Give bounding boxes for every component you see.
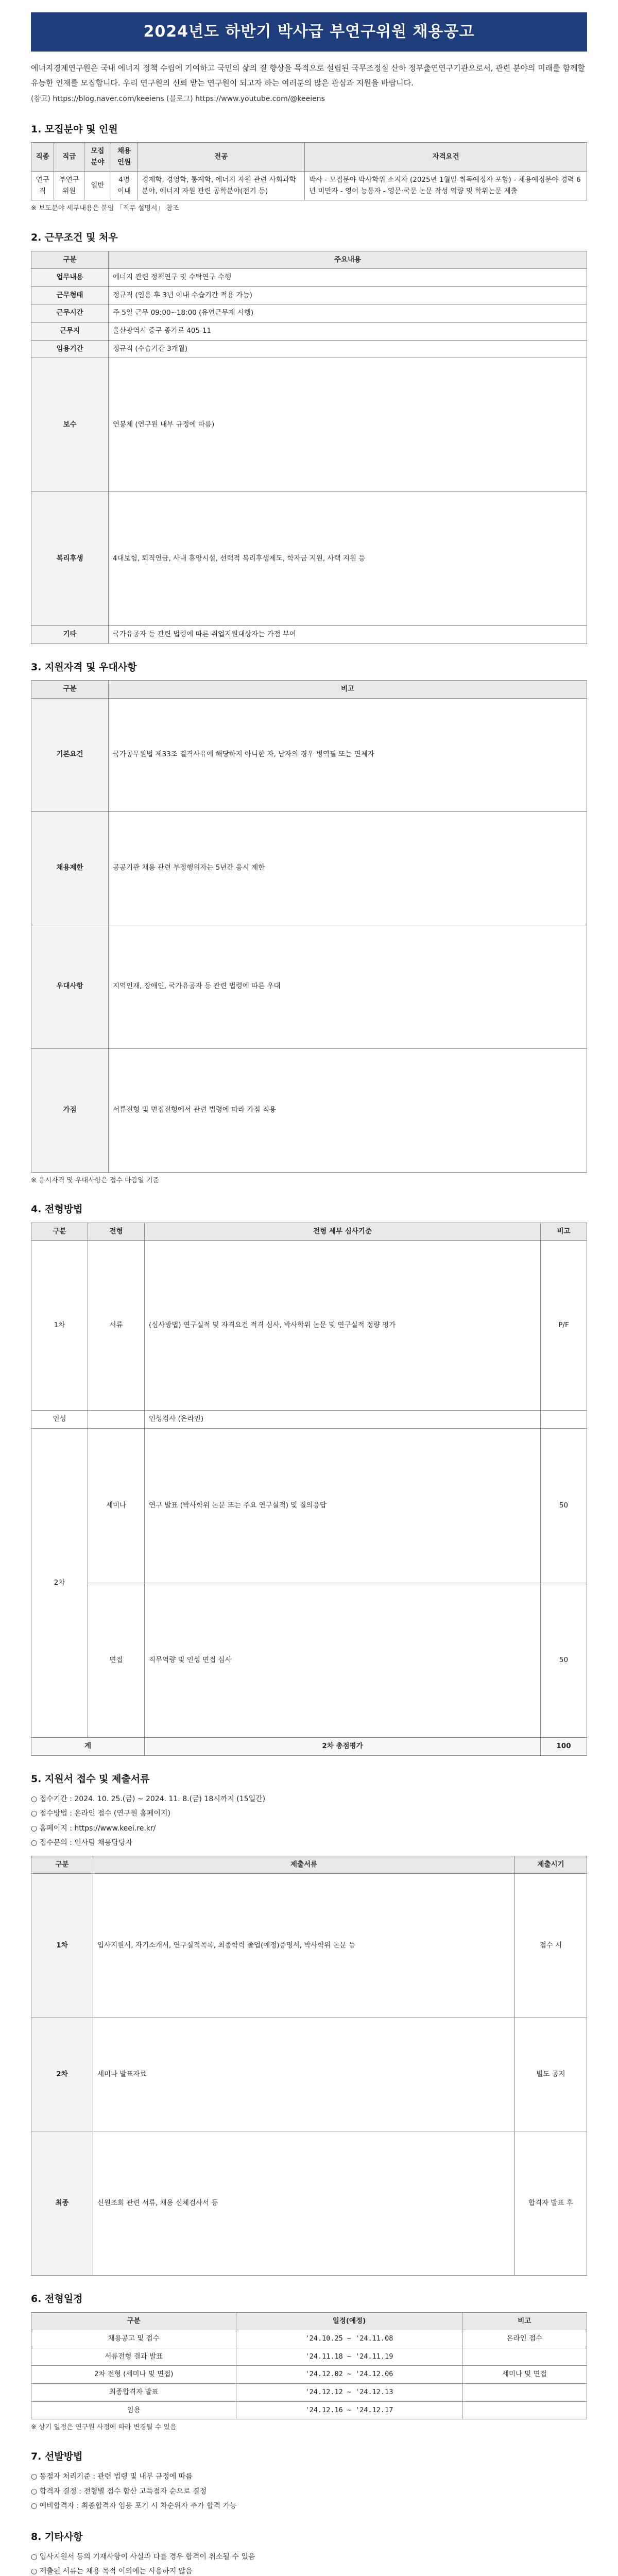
schedule-item: 채용공고 및 접수 bbox=[31, 2330, 236, 2348]
table-row bbox=[31, 269, 587, 287]
schedule-date: '24.11.18 ~ '24.11.19 bbox=[236, 2348, 462, 2366]
row-label: 기타 bbox=[31, 626, 109, 644]
stage-note bbox=[541, 1411, 587, 1429]
application-info bbox=[31, 1792, 587, 1851]
table-row bbox=[31, 2131, 587, 2276]
row-label: 근무지 bbox=[31, 322, 109, 340]
table-row bbox=[31, 340, 587, 358]
table-row bbox=[31, 2366, 587, 2384]
stage-note: 50 bbox=[541, 1583, 587, 1738]
col-header-criteria: 전형 세부 심사기준 bbox=[145, 1223, 541, 1241]
row-docs: 신원조회 관련 서류, 채용 신체검사서 등 bbox=[93, 2131, 515, 2276]
section-7-title: 7. 선발방법 bbox=[31, 2450, 83, 2462]
schedule-item: 임용 bbox=[31, 2401, 236, 2419]
schedule-table bbox=[31, 2312, 587, 2420]
table-row bbox=[31, 492, 587, 626]
row-label: 최종 bbox=[31, 2131, 93, 2276]
cell-field: 일반 bbox=[84, 172, 111, 200]
selection-rules bbox=[31, 2469, 587, 2513]
documents-table bbox=[31, 1856, 587, 2276]
table-row bbox=[31, 322, 587, 340]
page-title: 2024년도 하반기 박사급 부연구위원 채용공고 bbox=[31, 12, 587, 52]
row-value: 지역인재, 장애인, 국가유공자 등 관련 법령에 따른 우대 bbox=[109, 925, 587, 1048]
col-header-weight: 비고 bbox=[541, 1223, 587, 1241]
row-docs: 입사지원서, 자기소개서, 연구실적목록, 최종학력 졸업(예정)증명서, 박사학위 논문 등 bbox=[93, 1874, 515, 2018]
cell-job: 연구직 bbox=[31, 172, 54, 200]
table-row bbox=[31, 1874, 587, 2018]
col-header-count: 채용인원 bbox=[111, 142, 138, 171]
row-value: 4대보험, 퇴직연금, 사내 휴양시설, 선택적 복리후생제도, 학자금 지원, 사택 지원 등 bbox=[109, 492, 587, 626]
table-row bbox=[31, 2383, 587, 2401]
table-row bbox=[31, 925, 587, 1048]
col-header-grade: 직급 bbox=[54, 142, 84, 171]
col-header-remarks: 비고 bbox=[462, 2312, 587, 2330]
row-value: 울산광역시 중구 종가로 405-11 bbox=[109, 322, 587, 340]
section-2-title: 2. 근무조건 및 처우 bbox=[31, 232, 118, 244]
col-header-req: 자격요건 bbox=[305, 142, 587, 171]
cell-grade: 부연구위원 bbox=[54, 172, 84, 200]
row-label: 2차 bbox=[31, 2018, 93, 2131]
section-6-note: ※ 상기 일정은 연구원 사정에 따라 변경될 수 있음 bbox=[31, 2424, 177, 2432]
col-header-job: 직종 bbox=[31, 142, 54, 171]
schedule-date: '24.12.12 ~ '24.12.13 bbox=[236, 2383, 462, 2401]
row-value: 공공기관 채용 관련 부정행위자는 5년간 응시 제한 bbox=[109, 811, 587, 925]
row-value: 주 5일 근무 09:00~18:00 (유연근무제 시행) bbox=[109, 304, 587, 323]
table-row bbox=[31, 1241, 587, 1411]
col-header-when: 제출시기 bbox=[515, 1856, 587, 1874]
col-header-type: 전형 bbox=[88, 1223, 145, 1241]
application-method: ○ 접수방법 : 온라인 접수 (연구원 홈페이지) bbox=[31, 1809, 170, 1818]
row-label: 복리후생 bbox=[31, 492, 109, 626]
row-label: 가점 bbox=[31, 1048, 109, 1172]
table-row bbox=[31, 1048, 587, 1172]
row-label: 임용기간 bbox=[31, 340, 109, 358]
row-when: 별도 공지 bbox=[515, 2018, 587, 2131]
stage-note: 50 bbox=[541, 1429, 587, 1583]
row-value: 정규직 (수습기간 3개월) bbox=[109, 340, 587, 358]
row-label: 근무형태 bbox=[31, 286, 109, 304]
qualifications-table bbox=[31, 680, 587, 1173]
schedule-item: 서류전형 결과 발표 bbox=[31, 2348, 236, 2366]
intro-paragraph: 에너지경제연구원은 국내 에너지 정책 수립에 기여하고 국민의 삶의 질 향상을 목적으로 설립된 국무조정실 산하 정부출연연구기관으로서, 관련 분야의 미래를 함께할 유능한 인재를 모집합니다. 우리 연구원의 신뢰 받는 연구원이 되고자 하는 여러분의 많은 관심과 지원을 바랍니다. bbox=[31, 63, 585, 88]
row-label: 우대사항 bbox=[31, 925, 109, 1048]
selection-rule: ○ 예비합격자 : 최종합격자 임용 포기 시 차순위자 추가 합격 가능 bbox=[31, 2502, 237, 2511]
total-value: 2차 총점평가 bbox=[145, 1738, 541, 1756]
schedule-note: 온라인 접수 bbox=[462, 2330, 587, 2348]
application-contact: ○ 접수문의 : 인사팀 채용담당자 bbox=[31, 1839, 133, 1848]
schedule-note: 세미나 및 면접 bbox=[462, 2366, 587, 2384]
schedule-date: '24.10.25 ~ '24.11.08 bbox=[236, 2330, 462, 2348]
cell-major: 경제학, 경영학, 통계학, 에너지 자원 관련 사회과학분야, 에너지 자원 관련 공학분야(전기 등) bbox=[138, 172, 305, 200]
row-when: 합격자 발표 후 bbox=[515, 2131, 587, 2276]
col-header-remarks: 비고 bbox=[109, 681, 587, 699]
row-label: 채용제한 bbox=[31, 811, 109, 925]
table-row bbox=[31, 1583, 587, 1738]
table-row bbox=[31, 358, 587, 492]
col-header-category: 구분 bbox=[31, 251, 109, 269]
row-value: 에너지 관련 정책연구 및 수탁연구 수행 bbox=[109, 269, 587, 287]
intro-section bbox=[31, 61, 587, 106]
table-row-total bbox=[31, 1738, 587, 1756]
row-label: 보수 bbox=[31, 358, 109, 492]
selection-rule: ○ 합격자 결정 : 전형별 점수 합산 고득점자 순으로 결정 bbox=[31, 2487, 207, 2496]
col-header-content: 주요내용 bbox=[109, 251, 587, 269]
schedule-date: '24.12.16 ~ '24.12.17 bbox=[236, 2401, 462, 2419]
col-header-docs: 제출서류 bbox=[93, 1856, 515, 1874]
row-value: 정규직 (임용 후 3년 이내 수습기간 적용 가능) bbox=[109, 286, 587, 304]
table-row bbox=[31, 304, 587, 323]
table-row bbox=[31, 2401, 587, 2419]
table-row bbox=[31, 2018, 587, 2131]
work-conditions-table bbox=[31, 251, 587, 644]
stage-name: 1차 bbox=[31, 1241, 88, 1411]
table-row bbox=[31, 2330, 587, 2348]
stage-desc: 연구 발표 (박사학위 논문 또는 주요 연구실적) 및 질의응답 bbox=[145, 1429, 541, 1583]
section-3-title: 3. 지원자격 및 우대사항 bbox=[31, 661, 137, 673]
other-notes bbox=[31, 2550, 587, 2576]
table-row bbox=[31, 1411, 587, 1429]
stage-note: P/F bbox=[541, 1241, 587, 1411]
cell-count: 4명 이내 bbox=[111, 172, 138, 200]
row-label: 업무내용 bbox=[31, 269, 109, 287]
stage-sub bbox=[88, 1411, 145, 1429]
col-header-category: 구분 bbox=[31, 681, 109, 699]
schedule-note bbox=[462, 2383, 587, 2401]
col-header-stage: 구분 bbox=[31, 1223, 88, 1241]
row-value: 국가공무원법 제33조 결격사유에 해당하지 아니한 자, 남자의 경우 병역필 또는 면제자 bbox=[109, 698, 587, 811]
table-row bbox=[31, 811, 587, 925]
stage-name: 2차 bbox=[31, 1429, 88, 1738]
row-value: 연봉제 (연구원 내부 규정에 따름) bbox=[109, 358, 587, 492]
table-row bbox=[31, 172, 587, 200]
schedule-note bbox=[462, 2348, 587, 2366]
stage-name: 인성 bbox=[31, 1411, 88, 1429]
section-1-note: ※ 보도분야 세부내용은 붙임 「직무 설명서」 참조 bbox=[31, 205, 179, 213]
col-header-date: 일정(예정) bbox=[236, 2312, 462, 2330]
section-6-title: 6. 전형일정 bbox=[31, 2293, 83, 2305]
section-1-title: 1. 모집분야 및 인원 bbox=[31, 123, 118, 135]
schedule-item: 2차 전형 (세미나 및 면접) bbox=[31, 2366, 236, 2384]
stage-sub: 세미나 bbox=[88, 1429, 145, 1583]
selection-method-table bbox=[31, 1223, 587, 1756]
row-label: 1차 bbox=[31, 1874, 93, 2018]
other-note: ○ 입사지원서 등의 기재사항이 사실과 다를 경우 합격이 취소될 수 있음 bbox=[31, 2552, 255, 2561]
section-5-title: 5. 지원서 접수 및 제출서류 bbox=[31, 1773, 150, 1785]
homepage-link[interactable]: ○ 홈페이지 : https://www.keei.re.kr/ bbox=[31, 1824, 156, 1833]
col-header-major: 전공 bbox=[138, 142, 305, 171]
col-header-category: 구분 bbox=[31, 1856, 93, 1874]
schedule-note bbox=[462, 2401, 587, 2419]
stage-desc: (심사방법) 연구실적 및 자격요건 적격 심사, 박사학위 논문 및 연구실적 정량 평가 bbox=[145, 1241, 541, 1411]
section-8-title: 8. 기타사항 bbox=[31, 2531, 83, 2543]
selection-rule: ○ 동점자 처리기준 : 관련 법령 및 내부 규정에 따름 bbox=[31, 2472, 193, 2481]
table-row bbox=[31, 286, 587, 304]
col-header-field: 모집분야 bbox=[84, 142, 111, 171]
recruitment-field-table bbox=[31, 142, 587, 200]
row-value: 서류전형 및 면접전형에서 관련 법령에 따라 가점 적용 bbox=[109, 1048, 587, 1172]
row-value: 국가유공자 등 관련 법령에 따른 취업지원대상자는 가점 부여 bbox=[109, 626, 587, 644]
stage-desc: 직무역량 및 인성 면접 심사 bbox=[145, 1583, 541, 1738]
total-label: 계 bbox=[31, 1738, 145, 1756]
stage-desc: 인성검사 (온라인) bbox=[145, 1411, 541, 1429]
section-4-title: 4. 전형방법 bbox=[31, 1204, 83, 1215]
table-row bbox=[31, 626, 587, 644]
other-note: ○ 제출된 서류는 채용 목적 이외에는 사용하지 않음 bbox=[31, 2567, 193, 2576]
stage-sub: 서류 bbox=[88, 1241, 145, 1411]
table-row bbox=[31, 1429, 587, 1583]
row-label: 근무시간 bbox=[31, 304, 109, 323]
stage-sub: 면접 bbox=[88, 1583, 145, 1738]
col-header-category: 구분 bbox=[31, 2312, 236, 2330]
cell-req: 박사 - 모집분야 박사학위 소지자 (2025년 1월말 취득예정자 포함) - 채용예정분야 경력 6년 미만자 - 영어 능통자 - 영문·국문 논문 작성 역량 및 학위논문 제출 bbox=[305, 172, 587, 200]
total-score: 100 bbox=[541, 1738, 587, 1756]
section-3-note: ※ 응시자격 및 우대사항은 접수 마감일 기준 bbox=[31, 1176, 160, 1184]
row-when: 접수 시 bbox=[515, 1874, 587, 2018]
schedule-item: 최종합격자 발표 bbox=[31, 2383, 236, 2401]
row-docs: 세미나 발표자료 bbox=[93, 2018, 515, 2131]
row-label: 기본요건 bbox=[31, 698, 109, 811]
table-row bbox=[31, 2348, 587, 2366]
table-row bbox=[31, 698, 587, 811]
application-period: ○ 접수기간 : 2024. 10. 25.(금) ~ 2024. 11. 8.(금) 18시까지 (15일간) bbox=[31, 1795, 266, 1804]
schedule-date: '24.12.02 ~ '24.12.06 bbox=[236, 2366, 462, 2384]
intro-reference-links: (참고) https://blog.naver.com/keeiens (블로그) https://www.youtube.com/@keeiens bbox=[31, 95, 325, 103]
